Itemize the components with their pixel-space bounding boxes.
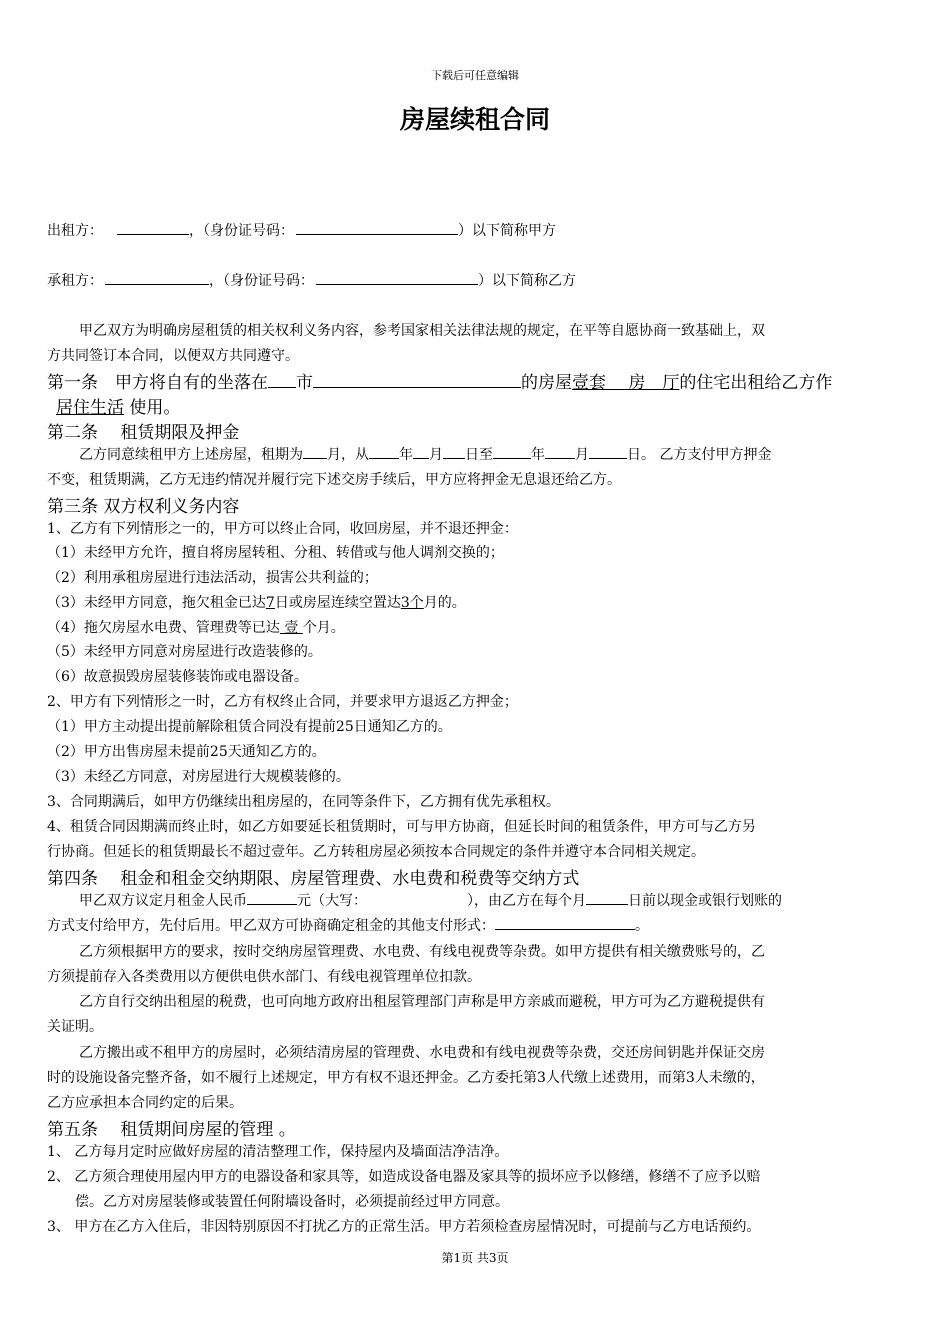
intro-line-1: 甲乙双方为明确房屋租赁的相关权利义务内容，参考国家相关法律法规的规定，在平等自愿协商一致基础上，双 <box>79 323 765 339</box>
lessee-id-blank <box>316 270 478 285</box>
article-4-text-f: 。 <box>635 918 649 934</box>
lessor-id-prefix: ，（身份证号码： <box>189 223 294 239</box>
article-4-para-3-line-1: 乙方自行交纳出租屋的税费，也可向地方政府出租屋管理部门声称是甲方亲戚而避税，甲方可为乙方避税提供有 <box>79 994 765 1010</box>
article-3-item-1-4 <box>47 617 907 637</box>
article-4-heading: 第四条 租金和租金交纳期限、房屋管理费、水电费和税费等交纳方式 <box>47 869 580 889</box>
article-1-text-f: 使用。 <box>129 398 181 418</box>
article-4-line-2 <box>47 915 907 935</box>
article-3-item-1-5: （5）未经甲方同意对房屋进行改造装修的。 <box>47 644 322 660</box>
end-year-blank <box>493 444 531 459</box>
article-1-text-c: 的房屋 <box>521 373 572 393</box>
article-3-item-2: 2、甲方有下列情形之一时，乙方有权终止合同，并要求甲方退返乙方押金； <box>47 694 518 710</box>
item-1-3-text-a: （3）未经甲方同意，拖欠租金已达 <box>47 595 266 611</box>
payment-day-blank <box>586 890 628 905</box>
article-1-text-b: 市 <box>296 373 313 393</box>
arrears-months-value: 壹 <box>279 620 303 636</box>
article-5-item-1: 1、 乙方每月定时应做好房屋的清洁整理工作，保持屋内及墙面洁净洁净。 <box>47 1144 509 1160</box>
address-blank <box>313 370 521 388</box>
article-2-text-e: 日至 <box>465 447 493 463</box>
city-blank <box>268 370 296 388</box>
article-4-text-e: 方式支付给甲方，先付后用。甲乙双方可协商确定租金的其他支付形式： <box>47 918 495 934</box>
article-2-text-h: 日。 乙方支付甲方押金 <box>627 447 772 463</box>
rooms-value: 壹套 房 厅 <box>572 373 680 393</box>
article-1-line-2 <box>47 393 907 418</box>
article-2-text-d: 月 <box>429 447 443 463</box>
article-4-para-4-line-2: 时的设施设备完整齐备，如不履行上述规定，甲方有权不退还押金。乙方委托第3人代缴上述费用，而第3人未缴的， <box>47 1070 765 1086</box>
article-4-para-2-line-1: 乙方须根据甲方的要求，按时交纳房屋管理费、水电费、有线电视费等杂费。如甲方提供有相关缴费账号的，乙 <box>79 944 765 960</box>
usage-value: 居住生活 <box>56 398 124 418</box>
term-months-blank <box>303 444 327 459</box>
article-3-item-1-1: （1）未经甲方允许，擅自将房屋转租、分租、转借或与他人调剂交换的； <box>47 545 504 561</box>
article-3-item-1-2: （2）利用承租房屋进行违法活动，损害公共利益的； <box>47 570 378 586</box>
article-3-item-2-3: （3）未经乙方同意，对房屋进行大规模装修的。 <box>47 769 350 785</box>
article-4-text-a: 甲乙双方议定月租金人民币 <box>79 893 247 909</box>
article-2-text-f: 年 <box>531 447 545 463</box>
article-2-text-g: 月 <box>575 447 589 463</box>
article-2-text-a: 乙方同意续租甲方上述房屋，租期为 <box>79 447 303 463</box>
lessee-label: 承租方： <box>47 273 103 289</box>
article-4-para-4-line-1: 乙方搬出或不租甲方的房屋时，必须结清房屋的管理费、水电费和有线电视费等杂费，交还房间钥匙并保证交房 <box>79 1045 765 1061</box>
article-4-text-b: 元（大写： <box>297 893 367 909</box>
vacancy-months-value: 3个 <box>400 595 424 611</box>
lessee-id-prefix: ，（身份证号码： <box>209 273 314 289</box>
article-1-text-a: 第一条 甲方将自有的坐落在 <box>47 373 268 393</box>
page-number: 第1页 共3页 <box>441 1251 509 1265</box>
lessee-name-blank <box>105 270 209 285</box>
lessor-label: 出租方： <box>47 223 103 239</box>
article-5-item-3: 3、 甲方在乙方入住后，非因特别原因不打扰乙方的正常生活。甲方若须检查房屋情况时，可提前与乙方电话预约。 <box>47 1219 761 1235</box>
item-1-3-text-b: 日或房屋连续空置达 <box>274 595 401 611</box>
lessor-name-blank <box>117 220 189 235</box>
article-5-item-2-line-2: 偿。乙方对房屋装修或装置任何附墙设备时，必须提前经过甲方同意。 <box>75 1194 509 1210</box>
article-3-item-3: 3、合同期满后，如甲方仍继续出租房屋的，在同等条件下，乙方拥有优先承租权。 <box>47 794 560 810</box>
article-4-text-d: 日前以现金或银行划账的 <box>628 893 782 909</box>
lessee-line <box>47 270 907 290</box>
end-month-blank <box>545 444 575 459</box>
article-3-item-1-3 <box>47 592 907 612</box>
article-2-text-c: 年 <box>399 447 413 463</box>
lessor-suffix: ）以下简称甲方 <box>458 223 556 239</box>
lessor-id-blank <box>296 220 458 235</box>
start-year-blank <box>369 444 399 459</box>
article-3-item-4-line-1: 4、租赁合同因期满而终止时，如乙方如要延长租赁期时，可与甲方协商，但延长时间的租赁条件，甲方可与乙方另 <box>47 819 756 835</box>
item-1-3-text-c: 月的。 <box>423 595 466 611</box>
article-4-line-1 <box>47 890 907 910</box>
article-4-para-2-line-2: 方须提前存入各类费用以方便供电供水部门、有线电视管理单位扣款。 <box>47 969 481 985</box>
article-2-line-1 <box>47 444 907 464</box>
article-3-item-2-2: （2）甲方出售房屋未提前25天通知乙方的。 <box>47 744 326 760</box>
item-1-4-text-a: （4）拖欠房屋水电费、管理费等已达 <box>47 620 280 636</box>
start-month-blank <box>413 444 429 459</box>
article-3-item-2-1: （1）甲方主动提出提前解除租赁合同没有提前25日通知乙方的。 <box>47 719 452 735</box>
article-2-heading: 第二条 租赁期限及押金 <box>47 423 240 443</box>
lessor-line <box>47 220 907 240</box>
article-5-heading: 第五条 租赁期间房屋的管理 。 <box>47 1120 296 1140</box>
article-2-line-2: 不变，租赁期满，乙方无违约情况并履行完下述交房手续后，甲方应将押金无息退还给乙方。 <box>47 472 621 488</box>
article-5-item-2-line-1: 2、 乙方须合理使用屋内甲方的电器设备和家具等，如造成设备电器及家具等的损坏应予以修缮，修缮不了应予以赔 <box>47 1169 761 1185</box>
monthly-rent-blank <box>247 890 297 905</box>
article-4-para-3-line-2: 关证明。 <box>47 1019 103 1035</box>
article-1-text-d: 的住宅出租给乙方作 <box>679 373 833 393</box>
article-4-text-c: ），由乙方在每个月 <box>467 893 586 909</box>
item-1-4-text-b: 个月。 <box>302 620 345 636</box>
article-3-item-4-line-2: 行协商。但延长的租赁期最长不超过壹年。乙方转租房屋必须按本合同规定的条件并遵守本合同相关规定。 <box>47 844 705 860</box>
header-note: 下载后可任意编辑 <box>431 69 519 82</box>
end-day-blank <box>589 444 627 459</box>
payment-method-blank <box>495 915 635 930</box>
start-day-blank <box>443 444 465 459</box>
lessee-suffix: ）以下简称乙方 <box>478 273 576 289</box>
article-1-line-1 <box>47 368 907 393</box>
page-title: 房屋续租合同 <box>399 105 550 134</box>
intro-line-2: 方共同签订本合同，以便双方共同遵守。 <box>47 348 299 364</box>
article-4-para-4-line-3: 乙方应承担本合同约定的后果。 <box>47 1095 243 1111</box>
article-3-item-1: 1、乙方有下列情形之一的，甲方可以终止合同，收回房屋，并不退还押金： <box>47 521 518 537</box>
article-3-heading: 第三条 双方权利义务内容 <box>47 497 240 517</box>
article-3-item-1-6: （6）故意损毁房屋装修装饰或电器设备。 <box>47 669 308 685</box>
overdue-days-value: 7 <box>265 595 275 611</box>
article-2-text-b: 月，从 <box>327 447 369 463</box>
